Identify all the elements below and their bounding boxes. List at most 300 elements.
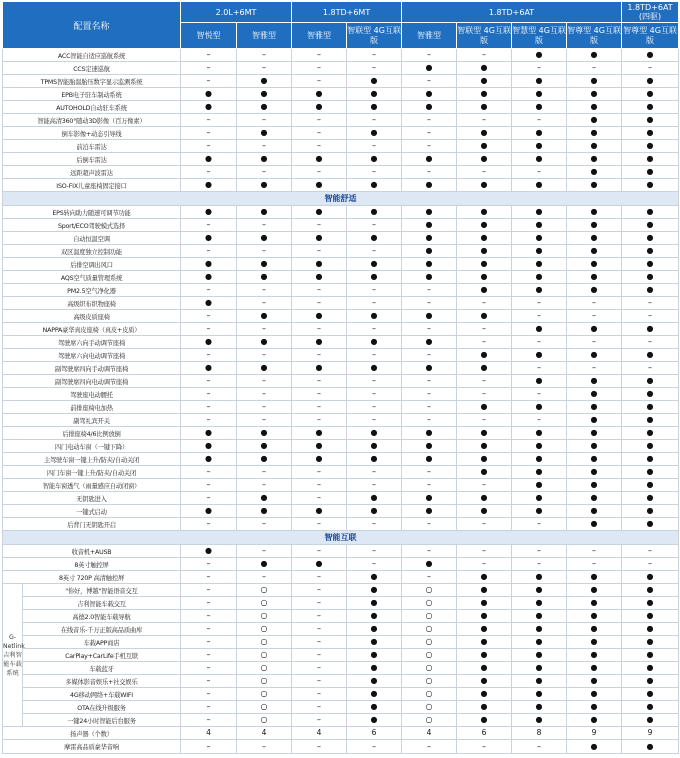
row-label: 一键24小时智能后台服务 [23,714,181,727]
spec-value-cell: ● [512,206,567,219]
spec-value-cell: ● [622,584,679,597]
spec-value-cell: ● [622,284,679,297]
spec-value-cell: ● [622,375,679,388]
table-row [3,479,679,492]
spec-value-cell: ● [402,427,457,440]
spec-value-cell: ● [622,714,679,727]
spec-value-cell: – [402,349,457,362]
spec-value-cell: ● [347,232,402,245]
spec-value-cell: ● [347,701,402,714]
spec-value-cell: ○ [402,623,457,636]
spec-value-cell: ● [567,245,622,258]
table-row [3,727,679,740]
spec-value-cell: – [402,414,457,427]
spec-value-cell: – [457,323,512,336]
table-row [3,688,679,701]
spec-value-cell: ● [622,440,679,453]
spec-value-cell: ○ [237,662,292,675]
row-label: 高级皮质座椅 [3,310,181,323]
spec-value-cell: ● [567,153,622,166]
spec-value-cell: ● [567,597,622,610]
spec-value-cell: – [181,49,237,62]
table-row [3,232,679,245]
spec-value-cell: ● [181,232,237,245]
spec-value-cell: ● [457,440,512,453]
spec-value-cell: ● [512,714,567,727]
spec-value-cell: – [292,518,347,531]
spec-value-cell: ● [237,206,292,219]
spec-value-cell: ● [457,466,512,479]
spec-value-cell: ○ [237,649,292,662]
spec-value-cell: ● [292,336,347,349]
spec-value-cell: ● [622,166,679,179]
spec-value-cell: – [181,62,237,75]
spec-value-cell: ● [512,584,567,597]
table-row [3,636,679,649]
spec-value-cell: – [512,518,567,531]
spec-value-cell: – [181,114,237,127]
spec-value-cell: ● [292,362,347,375]
spec-value-cell: ● [567,636,622,649]
header-trim: 智雅型 [237,23,292,49]
row-label: 副驾礼宾开关 [3,414,181,427]
spec-value-cell: ● [567,649,622,662]
row-label: CarPlay+CarLife手机互联 [23,649,181,662]
spec-value-cell: ● [347,101,402,114]
spec-value-cell: – [292,571,347,584]
spec-value-cell: ● [622,740,679,754]
spec-value-cell: – [181,388,237,401]
spec-value-cell: ● [237,75,292,88]
spec-value-cell: ● [512,375,567,388]
spec-value-cell: ● [622,245,679,258]
row-label: 远距超声波雷达 [3,166,181,179]
spec-value-cell: – [292,492,347,505]
spec-value-cell: ● [512,140,567,153]
spec-value-cell: ● [347,597,402,610]
spec-value-cell: ● [292,179,347,192]
spec-value-cell: – [512,62,567,75]
row-label: 高级织布织物座椅 [3,297,181,310]
spec-value-cell: ● [622,636,679,649]
spec-value-cell: ● [567,388,622,401]
spec-value-cell: – [181,571,237,584]
spec-value-cell: ● [512,88,567,101]
spec-value-cell: ● [181,88,237,101]
spec-value-cell: ● [567,206,622,219]
spec-value-cell: – [347,388,402,401]
table-row [3,349,679,362]
spec-value-cell: ● [457,245,512,258]
spec-value-cell: ● [402,219,457,232]
row-label: 四门车窗一键上升/防夹/自动关闭 [3,466,181,479]
table-row [3,336,679,349]
speaker-count-cell: 4 [237,727,292,740]
row-label: Sport/ECO驾驶模式选择 [3,219,181,232]
spec-value-cell: ● [181,271,237,284]
spec-value-cell: ○ [402,597,457,610]
spec-value-cell: ● [292,88,347,101]
row-label: 扬声器（个数） [3,727,181,740]
spec-value-cell: ● [237,258,292,271]
spec-value-cell: – [347,284,402,297]
spec-value-cell: – [347,479,402,492]
spec-value-cell: ● [457,688,512,701]
header-trim: 智联型 4G互联版 [347,23,402,49]
spec-value-cell: ● [181,440,237,453]
spec-value-cell: ○ [237,701,292,714]
spec-value-cell: ● [347,505,402,518]
spec-value-cell: ● [347,636,402,649]
spec-value-cell: ● [567,401,622,414]
spec-value-cell: – [181,558,237,571]
spec-value-cell: – [181,127,237,140]
spec-value-cell: ● [567,166,622,179]
spec-value-cell: – [181,166,237,179]
spec-value-cell: ● [402,245,457,258]
spec-value-cell: – [181,414,237,427]
row-label: 8英寸 720P 高清触控屏 [3,571,181,584]
table-row [3,714,679,727]
table-row [3,245,679,258]
spec-value-cell: – [237,284,292,297]
spec-value-cell: ● [402,453,457,466]
spec-value-cell: ● [512,245,567,258]
row-label: CCS定速巡航 [3,62,181,75]
spec-value-cell: ○ [237,714,292,727]
spec-value-cell: ● [181,362,237,375]
spec-value-cell: ● [457,75,512,88]
spec-value-cell: – [292,636,347,649]
spec-value-cell: ● [567,675,622,688]
spec-value-cell: – [181,740,237,754]
spec-value-cell: ● [457,453,512,466]
row-label: AUTOHOLD自动驻车系统 [3,101,181,114]
spec-value-cell: ● [292,258,347,271]
spec-value-cell: ● [347,88,402,101]
spec-value-cell: ● [181,545,237,558]
spec-value-cell: ● [622,662,679,675]
spec-value-cell: – [347,114,402,127]
speaker-count-cell: 4 [402,727,457,740]
spec-value-cell: ● [292,232,347,245]
spec-value-cell: – [181,323,237,336]
spec-value-cell: – [181,714,237,727]
spec-value-cell: – [347,219,402,232]
spec-value-cell: ● [567,740,622,754]
spec-value-cell: – [347,323,402,336]
spec-value-cell: – [292,375,347,388]
spec-value-cell: ● [181,206,237,219]
spec-value-cell: ● [347,623,402,636]
spec-value-cell: ● [457,427,512,440]
table-row [3,127,679,140]
spec-value-cell: – [402,466,457,479]
spec-value-cell: – [237,62,292,75]
spec-value-cell: ● [622,232,679,245]
table-row [3,414,679,427]
spec-value-cell: – [402,297,457,310]
spec-value-cell: – [181,649,237,662]
spec-value-cell: ● [567,179,622,192]
section-title: 智能舒适 [3,192,679,206]
section-header [3,192,679,206]
spec-value-cell: ● [622,127,679,140]
spec-value-cell: – [292,127,347,140]
table-row [3,584,679,597]
spec-value-cell: – [347,558,402,571]
table-row [3,297,679,310]
spec-value-cell: – [292,75,347,88]
header-trim: 智联型 4G互联版 [457,23,512,49]
table-row [3,558,679,571]
spec-value-cell: – [237,518,292,531]
table-row [3,88,679,101]
speaker-count-cell: 6 [347,727,402,740]
header-engine-20l-6mt: 2.0L+6MT [181,2,292,23]
spec-value-cell: – [347,466,402,479]
spec-value-cell: – [402,375,457,388]
row-label: 双区温度独立控制功能 [3,245,181,258]
row-label: 无钥匙进入 [3,492,181,505]
spec-value-cell: – [512,362,567,375]
spec-value-cell: ● [292,427,347,440]
spec-value-cell: ● [512,505,567,518]
table-row [3,49,679,62]
spec-value-cell: ● [181,336,237,349]
spec-value-cell: ● [292,153,347,166]
spec-value-cell: ● [512,284,567,297]
spec-value-cell: ● [622,518,679,531]
table-row [3,675,679,688]
spec-value-cell: – [402,545,457,558]
spec-value-cell: – [457,740,512,754]
spec-value-cell: ● [622,688,679,701]
spec-value-cell: ● [622,571,679,584]
spec-value-cell: ○ [237,584,292,597]
table-row [3,649,679,662]
row-label: 驾驶席六向手动调节座椅 [3,336,181,349]
spec-value-cell: ● [292,310,347,323]
spec-value-cell: – [237,740,292,754]
table-row [3,401,679,414]
spec-value-cell: ○ [402,636,457,649]
speaker-count-cell: 4 [292,727,347,740]
spec-value-cell: ● [567,662,622,675]
row-label: 后背门无钥匙开启 [3,518,181,531]
spec-value-cell: ● [237,362,292,375]
spec-value-cell: – [567,362,622,375]
spec-value-cell: ● [457,701,512,714]
spec-value-cell: – [567,545,622,558]
spec-value-cell: ● [181,179,237,192]
spec-value-cell: ● [402,153,457,166]
spec-value-cell: ● [347,610,402,623]
spec-value-cell: – [347,545,402,558]
spec-value-cell: – [292,701,347,714]
header-trim: 智尊型 4G互联版 [622,23,679,49]
table-row [3,62,679,75]
spec-value-cell: – [512,558,567,571]
spec-value-cell: – [347,740,402,754]
spec-value-cell: – [567,558,622,571]
spec-value-cell: – [181,610,237,623]
spec-value-cell: ● [457,675,512,688]
spec-value-cell: – [457,297,512,310]
spec-value-cell: ● [567,323,622,336]
spec-value-cell: ● [237,179,292,192]
spec-value-cell: ● [512,571,567,584]
spec-value-cell: ● [622,88,679,101]
spec-value-cell: – [402,740,457,754]
header-trim: 智雅型 [292,23,347,49]
spec-value-cell: ○ [402,610,457,623]
spec-value-cell: ● [457,401,512,414]
spec-value-cell: ● [622,388,679,401]
spec-value-cell: ● [622,258,679,271]
spec-value-cell: – [292,62,347,75]
spec-value-cell: – [181,310,237,323]
spec-value-cell: ● [567,127,622,140]
spec-value-cell: ● [402,336,457,349]
spec-table [2,1,679,754]
spec-value-cell: ● [292,101,347,114]
spec-value-cell: – [292,662,347,675]
spec-value-cell: ● [622,623,679,636]
spec-value-cell: ○ [402,701,457,714]
spec-value-cell: ● [347,675,402,688]
spec-value-cell: ● [512,219,567,232]
spec-value-cell: ● [402,558,457,571]
spec-value-cell: – [402,284,457,297]
table-row [3,427,679,440]
spec-value-cell: ● [622,323,679,336]
spec-value-cell: ● [567,114,622,127]
spec-value-cell: ● [181,427,237,440]
spec-value-cell: ○ [237,610,292,623]
spec-value-cell: ● [567,349,622,362]
spec-value-cell: – [512,166,567,179]
spec-value-cell: ○ [402,714,457,727]
row-label: 8英寸触控屏 [3,558,181,571]
spec-value-cell: ● [457,636,512,649]
spec-value-cell: – [457,166,512,179]
spec-value-cell: ● [567,284,622,297]
spec-value-cell: ● [457,610,512,623]
spec-value-cell: ● [567,518,622,531]
spec-value-cell: – [292,479,347,492]
spec-value-cell: – [347,375,402,388]
spec-value-cell: ● [402,271,457,284]
header-engine-18td-6at: 1.8TD+6AT [402,2,622,23]
table-row [3,610,679,623]
spec-value-cell: ● [622,271,679,284]
table-row [3,114,679,127]
row-label: 车载APP商店 [23,636,181,649]
table-row [3,571,679,584]
spec-value-cell: – [181,219,237,232]
spec-value-cell: ● [567,701,622,714]
spec-value-cell: – [402,166,457,179]
spec-value-cell: ● [512,662,567,675]
spec-value-cell: ● [347,271,402,284]
spec-value-cell: ● [512,610,567,623]
spec-value-cell: ● [457,153,512,166]
spec-value-cell: ○ [402,584,457,597]
spec-value-cell: ● [402,62,457,75]
table-row [3,518,679,531]
spec-value-cell: ● [567,505,622,518]
spec-value-cell: ● [237,127,292,140]
spec-value-cell: ● [567,610,622,623]
row-label: EPS转向助力随速可调节功能 [3,206,181,219]
spec-value-cell: ● [512,179,567,192]
spec-value-cell: – [402,571,457,584]
spec-value-cell: ● [402,101,457,114]
spec-value-cell: – [402,323,457,336]
spec-value-cell: ● [347,662,402,675]
spec-value-cell: ● [512,453,567,466]
spec-value-cell: ● [292,558,347,571]
row-label: 前排座椅电加热 [3,401,181,414]
row-label: 主驾驶车窗一键上升/防夹/自动关闭 [3,453,181,466]
spec-value-cell: ● [292,440,347,453]
table-row [3,440,679,453]
spec-value-cell: ● [567,466,622,479]
spec-value-cell: ● [567,75,622,88]
table-row [3,284,679,297]
spec-value-cell: – [567,310,622,323]
spec-value-cell: ● [622,505,679,518]
spec-value-cell: ● [237,88,292,101]
spec-value-cell: – [292,597,347,610]
spec-value-cell: – [347,401,402,414]
spec-value-cell: ● [457,219,512,232]
table-row [3,701,679,714]
table-row [3,597,679,610]
spec-value-cell: – [292,740,347,754]
spec-value-cell: – [181,688,237,701]
spec-value-cell: ● [622,466,679,479]
spec-value-cell: – [181,701,237,714]
spec-value-cell: ● [567,140,622,153]
spec-value-cell: ● [622,597,679,610]
spec-value-cell: – [292,284,347,297]
row-label: 驾驶座电动腰托 [3,388,181,401]
spec-value-cell: – [292,166,347,179]
spec-value-cell: – [457,545,512,558]
section-header [3,531,679,545]
spec-value-cell: – [237,545,292,558]
spec-value-cell: ● [457,140,512,153]
spec-value-cell: – [347,62,402,75]
spec-value-cell: ● [237,558,292,571]
row-label: 在线音乐-千万正版高品质曲库 [23,623,181,636]
spec-value-cell: ● [512,675,567,688]
spec-value-cell: ● [567,492,622,505]
spec-value-cell: – [457,414,512,427]
spec-value-cell: ● [402,206,457,219]
spec-value-cell: ● [457,505,512,518]
spec-value-cell: ● [347,310,402,323]
spec-value-cell: ● [512,49,567,62]
spec-value-cell: ● [512,440,567,453]
speaker-count-cell: 6 [457,727,512,740]
spec-value-cell: ● [512,153,567,166]
spec-value-cell: ● [567,232,622,245]
spec-value-cell: – [402,49,457,62]
spec-value-cell: ● [237,440,292,453]
